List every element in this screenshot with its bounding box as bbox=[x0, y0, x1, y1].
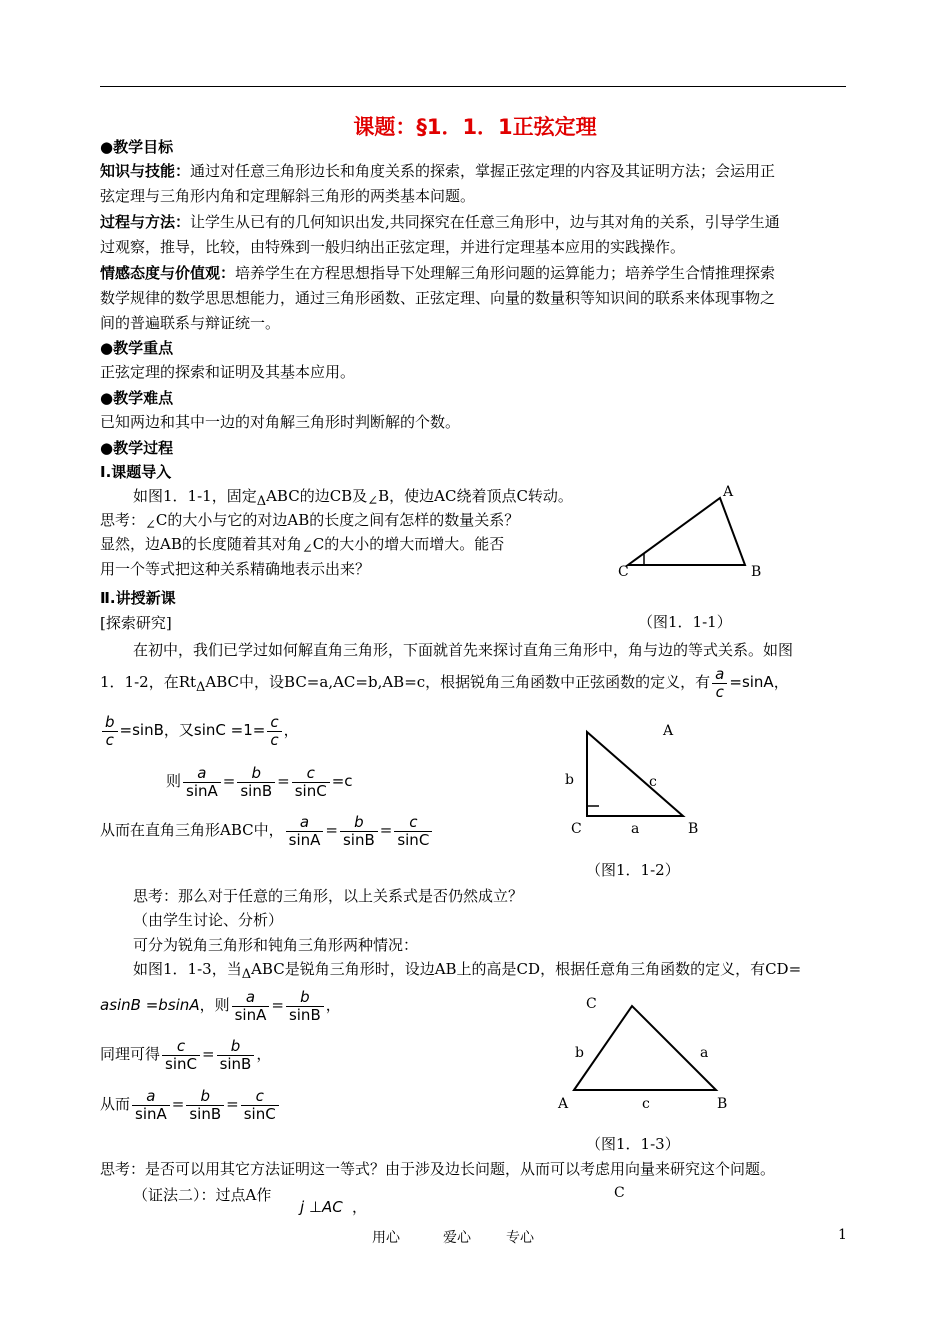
frac-b-sinB bbox=[340, 814, 378, 849]
denominator: sinB bbox=[219, 1054, 252, 1073]
p2-b: C的大小与它的对边AB的长度之间有怎样的数量关系？ bbox=[155, 511, 520, 529]
numerator: c bbox=[162, 1038, 200, 1056]
p15-a: 同理可得 bbox=[100, 1045, 161, 1063]
side-a: a bbox=[700, 1045, 709, 1061]
denominator: sinB bbox=[240, 781, 273, 800]
vertex-b: B bbox=[751, 564, 762, 580]
footer-motto-1: 用心 bbox=[372, 1230, 400, 1246]
denominator: sinA bbox=[288, 830, 321, 849]
frac-b-sinB bbox=[237, 765, 275, 800]
denominator: sinB bbox=[288, 1005, 321, 1024]
emotion-text-1: 培养学生在方程思想指导下处理解三角形问题的运算能力；培养学生合情推理探索 bbox=[235, 264, 776, 282]
footer-motto-3: 专心 bbox=[506, 1230, 534, 1246]
eq: = bbox=[171, 1095, 185, 1113]
side-b: b bbox=[575, 1045, 584, 1061]
denominator: sinC bbox=[165, 1054, 197, 1073]
p18-a: （证法二）：过点A作 bbox=[133, 1186, 272, 1204]
right-triangle-shape bbox=[587, 732, 683, 816]
j-perp-ac: j ⊥AC bbox=[300, 1198, 343, 1216]
numerator: b bbox=[217, 1038, 255, 1056]
frac-a-sinA bbox=[286, 814, 324, 849]
process-text-2: 过观察，推导，比较，由特殊到一般归纳出正弦定理，并进行定理基本应用的实践操作。 bbox=[100, 238, 686, 256]
section-key-points: ●教学重点 bbox=[100, 339, 174, 357]
p12: 可分为锐角三角形和钝角三角形两种情况： bbox=[133, 936, 419, 954]
eq: = bbox=[271, 996, 284, 1014]
eq: = bbox=[379, 821, 393, 839]
angle-symbol: ∠ bbox=[367, 494, 379, 509]
emotion-text-2: 数学规律的数学思思想能力，通过三角形函数、正弦定理、向量的数量积等知识间的联系来体现事物之 bbox=[100, 289, 776, 307]
frac-b-sinB bbox=[217, 1038, 255, 1073]
p13 bbox=[133, 957, 801, 987]
p7-b: ，又 bbox=[163, 721, 194, 739]
part1-title: Ⅰ.课题导入 bbox=[100, 463, 172, 481]
eq: = bbox=[277, 772, 290, 790]
p13-b: ABC是锐角三角形时，设边AB上的高是CD，根据任意角三角函数的定义，有CD= bbox=[251, 960, 802, 978]
numerator: a bbox=[286, 814, 324, 832]
p5: 在初中，我们已学过如何解直角三角形，下面就首先来探讨直角三角形中，角与边的等式关系。如图 bbox=[133, 641, 794, 659]
vertex-b: B bbox=[688, 821, 699, 837]
p1-a: 如图1．1-1，固定 bbox=[133, 487, 257, 505]
vertex-b: B bbox=[717, 1096, 728, 1112]
numerator: b bbox=[340, 814, 378, 832]
numerator: c bbox=[241, 1088, 279, 1106]
p16 bbox=[100, 1086, 281, 1123]
denominator: sinB bbox=[189, 1104, 222, 1123]
vertex-a: A bbox=[723, 484, 734, 500]
vertex-c: C bbox=[618, 564, 629, 580]
numerator: a bbox=[183, 765, 221, 783]
vertex-c: C bbox=[571, 821, 582, 837]
side-c: c bbox=[649, 774, 657, 790]
side-b: b bbox=[565, 772, 574, 788]
p6-a: 1．1-2，在Rt bbox=[100, 673, 197, 691]
part2-title: Ⅱ.讲授新课 bbox=[100, 589, 176, 607]
angle-symbol: ∠ bbox=[145, 518, 156, 533]
numerator: a bbox=[232, 989, 270, 1007]
p8-a: 则 bbox=[166, 772, 182, 790]
numerator: c bbox=[292, 765, 330, 783]
p9-a: 从而在直角三角形ABC中， bbox=[100, 821, 284, 839]
triangle-shape bbox=[628, 498, 745, 565]
frac-b-over-c bbox=[102, 714, 118, 749]
eq-sinA: =sinA bbox=[729, 673, 774, 691]
figure-1-3-caption: （图1．1-3） bbox=[586, 1135, 680, 1153]
p14-b: ，则 bbox=[199, 996, 230, 1014]
p6: 1．1-2，在$Rt_\Delta ABC$中，设BC=a,AC=b,AB=c，根据锐角三角函数中正弦函数的定义，有 $\frac{a}{c}$ =sinA， bbox=[100, 664, 789, 701]
emotion-text-3: 间的普遍联系与辩证统一。 bbox=[100, 314, 281, 332]
eq: = bbox=[226, 1095, 239, 1113]
figure-1-2 bbox=[555, 718, 715, 843]
p17: 思考：是否可以用其它方法证明这一等式？由于涉及边长问题，从而可以考虑用向量来研究这个问题。 bbox=[100, 1160, 776, 1178]
p7: $\frac{b}{c}$ =sinB，又sinC =1= $\frac{c}{c}$ ， bbox=[100, 712, 299, 749]
numerator: a bbox=[132, 1088, 170, 1106]
numerator: a bbox=[712, 666, 727, 684]
sinC-eq-1: sinC =1= bbox=[193, 721, 266, 739]
knowledge-text-2: 弦定理与三角形内角和定理解斜三角形的两类基本问题。 bbox=[100, 187, 476, 205]
difficulties-text: 已知两边和其中一边的对角解三角形时判断解的个数。 bbox=[100, 413, 461, 431]
vertex-a: A bbox=[558, 1096, 569, 1112]
frac-c-sinC bbox=[241, 1088, 279, 1123]
denominator: c bbox=[270, 730, 279, 749]
key-points-text: 正弦定理的探索和证明及其基本应用。 bbox=[100, 363, 356, 381]
denominator: sinA bbox=[186, 781, 218, 800]
frac-b-sinB bbox=[186, 1088, 224, 1123]
vertex-c: C bbox=[586, 996, 597, 1012]
eq: = bbox=[325, 821, 338, 839]
p8 bbox=[166, 763, 353, 800]
frac-a-over-c bbox=[712, 666, 727, 701]
frac-a-sinA bbox=[232, 989, 270, 1024]
section-process: ●教学过程 bbox=[100, 439, 174, 457]
denominator: sinC bbox=[243, 1104, 276, 1123]
frac-c-sinC bbox=[292, 765, 330, 800]
triangle-symbol: Δ bbox=[196, 680, 206, 695]
vertex-a: A bbox=[663, 723, 674, 739]
p10: 思考：那么对于任意的三角形，以上关系式是否仍然成立？ bbox=[133, 887, 524, 905]
emotion-label: 情感态度与价值观： bbox=[100, 264, 236, 282]
frac-c-sinC bbox=[162, 1038, 200, 1073]
page-title: 课题：§1．1．1正弦定理 bbox=[353, 115, 597, 139]
goal-knowledge bbox=[100, 159, 848, 209]
frac-c-sinC bbox=[394, 814, 432, 849]
p2-a: 思考： bbox=[100, 511, 146, 529]
eq: = bbox=[201, 1045, 215, 1063]
section-difficulties: ●教学难点 bbox=[100, 389, 174, 407]
numerator: c bbox=[267, 714, 281, 732]
figure-1-1 bbox=[610, 480, 770, 580]
denominator: sinB bbox=[342, 830, 375, 849]
triangle-symbol: Δ bbox=[241, 967, 252, 982]
side-c: c bbox=[642, 1096, 650, 1112]
p1-c: B，使边AC绕着顶点C转动。 bbox=[378, 487, 573, 505]
p18-b: ， bbox=[352, 1198, 368, 1216]
denominator: sinA bbox=[135, 1104, 167, 1123]
numerator: b bbox=[286, 989, 324, 1007]
p1-b: ABC的边CB及 bbox=[266, 487, 368, 505]
section-goals: ●教学目标 bbox=[100, 138, 174, 156]
process-label: 过程与方法： bbox=[100, 213, 191, 231]
page-number: 1 bbox=[838, 1227, 847, 1243]
p3-a: 显然，边AB的长度随着其对角 bbox=[100, 535, 302, 553]
frac-a-sinA bbox=[132, 1088, 170, 1123]
frac-c-over-c bbox=[267, 714, 281, 749]
figure-1-2-caption: （图1．1-2） bbox=[586, 861, 680, 879]
p16-a: 从而 bbox=[100, 1095, 131, 1113]
denominator: sinC bbox=[397, 830, 430, 849]
denominator: sinC bbox=[294, 781, 327, 800]
denominator: c bbox=[715, 682, 724, 701]
frac-b-sinB bbox=[286, 989, 324, 1024]
intro-line-4: 用一个等式把这种关系精确地表示出来？ bbox=[100, 560, 371, 578]
triangle-symbol: Δ bbox=[256, 494, 267, 509]
p18 bbox=[133, 1183, 271, 1208]
figure-1-3 bbox=[550, 990, 740, 1115]
eq-sinB: =sinB bbox=[119, 721, 164, 739]
denominator: c bbox=[105, 730, 114, 749]
side-a: a bbox=[631, 821, 640, 837]
p9 bbox=[100, 812, 434, 849]
numerator: b bbox=[102, 714, 118, 732]
figure-1-1-caption: （图1．1-1） bbox=[638, 613, 732, 631]
goal-process bbox=[100, 210, 848, 260]
p14: asinB =bsinA，则 $\frac{a}{\sin A}$ = $\frac{b}{\sin B}$ ， bbox=[100, 987, 341, 1024]
denominator: sinA bbox=[234, 1005, 267, 1024]
header-rule bbox=[100, 86, 846, 87]
acute-triangle-shape bbox=[574, 1006, 716, 1090]
goal-emotion bbox=[100, 261, 848, 336]
asinB-eq: asinB =bsinA bbox=[100, 996, 200, 1014]
angle-symbol: ∠ bbox=[301, 542, 313, 557]
p11: （由学生讨论、分析） bbox=[133, 911, 284, 929]
eq: = bbox=[222, 772, 236, 790]
p13-a: 如图1．1-3，当 bbox=[133, 960, 242, 978]
p3-b: C的大小的增大而增大。能否 bbox=[312, 535, 505, 553]
process-text-1: 让学生从已有的几何知识出发,共同探究在任意三角形中，边与其对角的关系，引导学生通 bbox=[190, 213, 780, 231]
numerator: c bbox=[394, 814, 432, 832]
knowledge-label: 知识与技能： bbox=[100, 162, 191, 180]
p15: 同理可得 $\frac{c}{\sin C}$ = $\frac{b}{\sin B}$ ， bbox=[100, 1036, 272, 1073]
eq-c: =c bbox=[331, 772, 353, 790]
frac-a-sinA bbox=[183, 765, 221, 800]
explore-label: [探索研究] bbox=[100, 614, 172, 632]
numerator: b bbox=[237, 765, 275, 783]
p6-b: ABC中，设BC=a,AC=b,AB=c，根据锐角三角函数中正弦函数的定义，有 bbox=[205, 673, 711, 691]
numerator: b bbox=[186, 1088, 224, 1106]
knowledge-text-1: 通过对任意三角形边长和角度关系的探索，掌握正弦定理的内容及其证明方法；会运用正 bbox=[190, 162, 776, 180]
footer-motto-2: 爱心 bbox=[443, 1230, 471, 1246]
figure-4-vertex-c: C bbox=[614, 1185, 625, 1201]
